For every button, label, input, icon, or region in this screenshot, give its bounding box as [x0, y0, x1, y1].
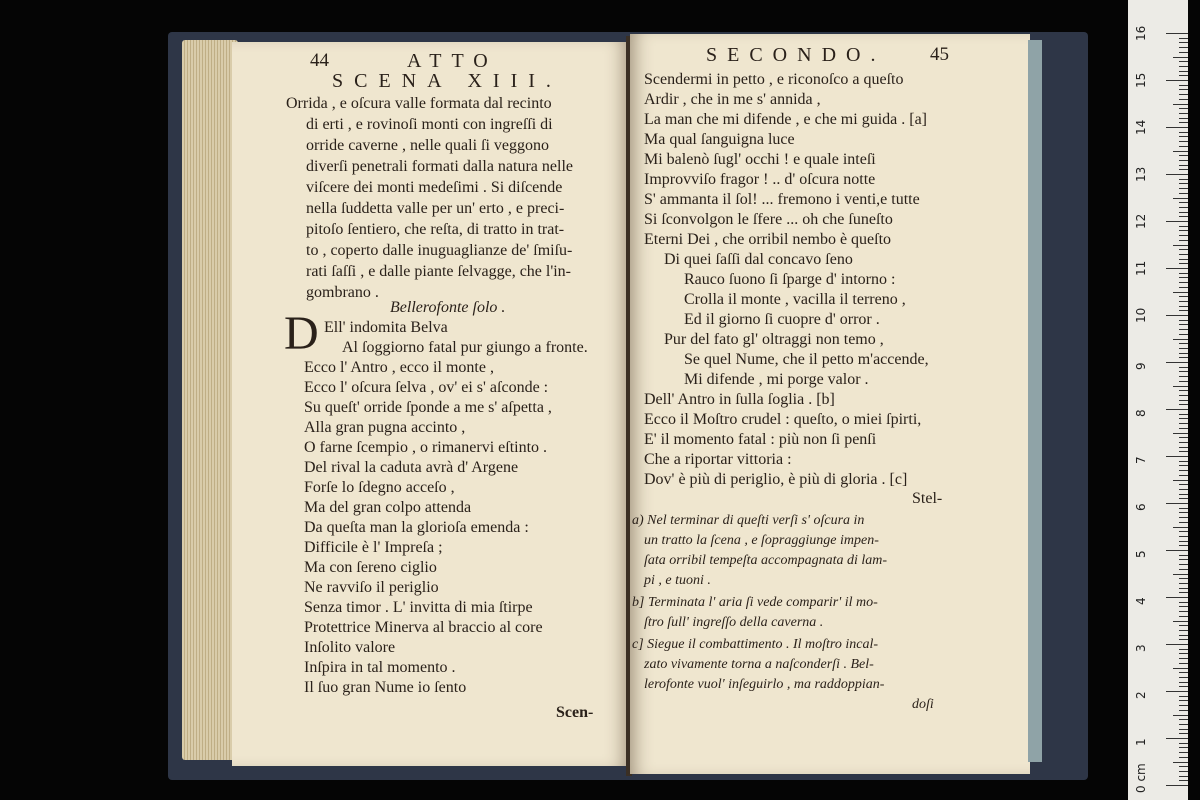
- ruler-tick: [1179, 743, 1188, 744]
- ruler-tick: [1179, 404, 1188, 405]
- ruler-tick: [1179, 193, 1188, 194]
- ruler-tick: [1179, 273, 1188, 274]
- page-edge-right: [1028, 40, 1042, 762]
- verse-line: Su queſt' orride ſponde a me s' aſpetta ,: [304, 399, 552, 416]
- verse-line: E' il momento fatal : più non ſi penſi: [644, 431, 877, 448]
- ruler-tick: [1179, 122, 1188, 123]
- verse-line: Si ſconvolgon le ſfere ... oh che ſuneſto: [644, 211, 893, 228]
- verse-line: Dov' è più di periglio, è più di gloria . [c]: [644, 471, 908, 488]
- ruler-tick: [1179, 423, 1188, 424]
- ruler-tick: [1179, 710, 1188, 711]
- ruler-number: 10: [1134, 307, 1148, 323]
- verse-line: La man che mi difende , e che mi guida . [a]: [644, 111, 927, 128]
- ruler-tick: [1179, 202, 1188, 203]
- verse-line: Se quel Nume, che il petto m'accende,: [684, 351, 929, 368]
- footnote-line: ſata orribil tempeſta accompagnata di lam-: [644, 553, 888, 568]
- ruler-tick: [1179, 465, 1188, 466]
- verse-line: Senza timor . L' invitta di mia ſtirpe: [304, 599, 533, 616]
- footnote-line: pi , e tuoni .: [644, 573, 711, 588]
- running-head: SECONDO.: [706, 44, 886, 66]
- ruler-tick: [1179, 588, 1188, 589]
- verse-line: Ecco il Moſtro crudel : queſto, o miei ſpirti,: [644, 411, 922, 428]
- footnote-line: ſtro ſull' ingreſſo della caverna .: [644, 615, 824, 630]
- ruler-tick: [1179, 658, 1188, 659]
- ruler-number: 16: [1134, 25, 1148, 41]
- verse-line: Ne ravviſo il periglio: [304, 579, 439, 596]
- ruler-tick: [1179, 47, 1188, 48]
- ruler-tick: [1179, 390, 1188, 391]
- ruler-tick: [1173, 574, 1188, 575]
- description-line: di erti , e rovinoſi monti con ingreſſi di: [306, 116, 553, 133]
- ruler-tick: [1179, 733, 1188, 734]
- ruler-number: 7: [1134, 456, 1148, 464]
- ruler-tick: [1179, 602, 1188, 603]
- ruler-tick: [1179, 230, 1188, 231]
- ruler-tick: [1179, 179, 1188, 180]
- ruler-tick: [1179, 240, 1188, 241]
- measurement-ruler: [1128, 0, 1188, 800]
- description-line: gombrano .: [306, 284, 379, 301]
- verse-line: Del rival la caduta avrà d' Argene: [304, 459, 519, 476]
- ruler-tick: [1179, 578, 1188, 579]
- ruler-tick: [1179, 583, 1188, 584]
- verse-line: Da queſta man la glorioſa emenda :: [304, 519, 529, 536]
- left-page: [232, 42, 628, 766]
- description-line: nella ſuddetta valle per un' erto , e preci-: [306, 200, 565, 217]
- ruler-tick: [1173, 151, 1188, 152]
- verse-line: Che a riportar vittoria :: [644, 451, 792, 468]
- ruler-tick: [1179, 320, 1188, 321]
- ruler-tick: [1179, 649, 1188, 650]
- ruler-tick: [1166, 33, 1188, 34]
- ruler-tick: [1179, 606, 1188, 607]
- ruler-tick: [1179, 564, 1188, 565]
- footnote-line: b] Terminata l' aria ſi vede comparir' il mo-: [632, 595, 878, 610]
- ruler-tick: [1179, 263, 1188, 264]
- speaker-label: Bellerofonte ſolo .: [390, 299, 506, 316]
- ruler-tick: [1166, 315, 1188, 316]
- ruler-tick: [1179, 536, 1188, 537]
- description-line: pitoſo ſentiero, che reſta, di tratto in trat-: [306, 221, 565, 238]
- description-line: viſcere dei monti medeſimi . Si diſcende: [306, 179, 563, 196]
- ruler-tick: [1179, 522, 1188, 523]
- ruler-number: 0 cm: [1134, 763, 1148, 793]
- verse-line: Di quei ſaſſi dal concavo ſeno: [664, 251, 853, 268]
- ruler-tick: [1179, 484, 1188, 485]
- verse-line: Ma con ſereno ciglio: [304, 559, 437, 576]
- description-line: diverſi penetrali formati dalla natura nelle: [306, 158, 573, 175]
- ruler-tick: [1179, 301, 1188, 302]
- verse-line: Mi balenò ſugl' occhi ! e quale inteſi: [644, 151, 876, 168]
- ruler-tick: [1179, 310, 1188, 311]
- ruler-tick: [1179, 752, 1188, 753]
- ruler-tick: [1173, 339, 1188, 340]
- ruler-tick: [1166, 503, 1188, 504]
- ruler-tick: [1179, 729, 1188, 730]
- verse-line: Rauco ſuono ſi ſparge d' intorno :: [684, 271, 896, 288]
- ruler-tick: [1179, 357, 1188, 358]
- ruler-tick: [1179, 52, 1188, 53]
- ruler-tick: [1179, 235, 1188, 236]
- ruler-tick: [1179, 99, 1188, 100]
- ruler-tick: [1179, 132, 1188, 133]
- ruler-tick: [1179, 348, 1188, 349]
- ruler-tick: [1166, 456, 1188, 457]
- ruler-tick: [1179, 663, 1188, 664]
- ruler-tick: [1179, 38, 1188, 39]
- ruler-number: 14: [1134, 119, 1148, 135]
- ruler-tick: [1179, 494, 1188, 495]
- ruler-tick: [1179, 545, 1188, 546]
- ruler-tick: [1179, 165, 1188, 166]
- ruler-tick: [1173, 668, 1188, 669]
- ruler-tick: [1179, 686, 1188, 687]
- ruler-tick: [1179, 207, 1188, 208]
- ruler-tick: [1179, 569, 1188, 570]
- ruler-tick: [1179, 780, 1188, 781]
- ruler-tick: [1166, 221, 1188, 222]
- ruler-tick: [1179, 437, 1188, 438]
- ruler-tick: [1179, 625, 1188, 626]
- ruler-number: 6: [1134, 503, 1148, 511]
- ruler-tick: [1179, 677, 1188, 678]
- page-edges: [182, 40, 238, 760]
- ruler-tick: [1173, 57, 1188, 58]
- ruler-number: 9: [1134, 362, 1148, 370]
- ruler-number: 8: [1134, 409, 1148, 417]
- ruler-tick: [1166, 785, 1188, 786]
- ruler-tick: [1173, 245, 1188, 246]
- ruler-tick: [1179, 635, 1188, 636]
- verse-line: Difficile è l' Impreſa ;: [304, 539, 443, 556]
- ruler-tick: [1179, 75, 1188, 76]
- ruler-tick: [1179, 559, 1188, 560]
- ruler-tick: [1166, 550, 1188, 551]
- ruler-tick: [1179, 517, 1188, 518]
- ruler-tick: [1179, 367, 1188, 368]
- verse-line: S' ammanta il ſol! ... fremono i venti,e tutte: [644, 191, 920, 208]
- ruler-tick: [1179, 498, 1188, 499]
- ruler-tick: [1179, 541, 1188, 542]
- ruler-number: 11: [1134, 260, 1148, 276]
- ruler-tick: [1166, 738, 1188, 739]
- ruler-tick: [1179, 442, 1188, 443]
- ruler-tick: [1179, 136, 1188, 137]
- ruler-tick: [1179, 766, 1188, 767]
- ruler-tick: [1179, 89, 1188, 90]
- ruler-tick: [1179, 682, 1188, 683]
- running-head: ATTO: [407, 50, 498, 72]
- ruler-tick: [1179, 747, 1188, 748]
- ruler-tick: [1166, 691, 1188, 692]
- ruler-tick: [1179, 447, 1188, 448]
- ruler-tick: [1179, 414, 1188, 415]
- ruler-tick: [1179, 226, 1188, 227]
- verse-line: Dell' Antro in ſulla ſoglia . [b]: [644, 391, 835, 408]
- ruler-tick: [1179, 531, 1188, 532]
- description-line: Orrida , e oſcura valle formata dal recinto: [286, 95, 552, 112]
- ruler-tick: [1179, 249, 1188, 250]
- ruler-tick: [1173, 104, 1188, 105]
- ruler-tick: [1179, 324, 1188, 325]
- description-line: to , coperto dalle inuguaglianze de' ſmiſu-: [306, 242, 573, 259]
- ruler-tick: [1179, 329, 1188, 330]
- ruler-tick: [1179, 108, 1188, 109]
- ruler-tick: [1179, 188, 1188, 189]
- ruler-tick: [1179, 696, 1188, 697]
- ruler-tick: [1179, 282, 1188, 283]
- ruler-tick: [1179, 489, 1188, 490]
- catchword: Scen-: [556, 704, 594, 721]
- ruler-tick: [1173, 386, 1188, 387]
- ruler-number: 13: [1134, 166, 1148, 182]
- ruler-tick: [1179, 705, 1188, 706]
- ruler-tick: [1179, 616, 1188, 617]
- verse-line: Improvviſo fragor ! .. d' oſcura notte: [644, 171, 876, 188]
- ruler-tick: [1179, 296, 1188, 297]
- ruler-number: 12: [1134, 213, 1148, 229]
- verse-line: Eterni Dei , che orribil nembo è queſto: [644, 231, 892, 248]
- ruler-number: 15: [1134, 72, 1148, 88]
- ruler-tick: [1179, 42, 1188, 43]
- footnote-line: lerofonte vuol' inſeguirlo , ma raddoppian-: [644, 677, 885, 692]
- verse-line: Inſpira in tal momento .: [304, 659, 456, 676]
- ruler-tick: [1179, 155, 1188, 156]
- ruler-tick: [1179, 259, 1188, 260]
- ruler-tick: [1179, 470, 1188, 471]
- ruler-tick: [1179, 639, 1188, 640]
- ruler-tick: [1179, 512, 1188, 513]
- ruler-tick: [1179, 85, 1188, 86]
- ruler-tick: [1179, 776, 1188, 777]
- ruler-tick: [1173, 715, 1188, 716]
- ruler-tick: [1173, 621, 1188, 622]
- ruler-tick: [1179, 94, 1188, 95]
- verse-line: Ecco l' Antro , ecco il monte ,: [304, 359, 494, 376]
- ruler-tick: [1179, 376, 1188, 377]
- ruler-tick: [1179, 592, 1188, 593]
- verse-line: Forſe lo ſdegno acceſo ,: [304, 479, 455, 496]
- ruler-tick: [1179, 146, 1188, 147]
- footnote-line: a) Nel terminar di queſti verſi s' oſcura in: [632, 513, 865, 528]
- verse-line: Alla gran pugna accinto ,: [304, 419, 466, 436]
- verse-line: Crolla il monte , vacilla il terreno ,: [684, 291, 906, 308]
- ruler-tick: [1179, 451, 1188, 452]
- ruler-tick: [1179, 508, 1188, 509]
- ruler-number: 5: [1134, 550, 1148, 558]
- ruler-tick: [1179, 334, 1188, 335]
- ruler-tick: [1179, 287, 1188, 288]
- ruler-tick: [1179, 160, 1188, 161]
- ruler-tick: [1173, 433, 1188, 434]
- catchword: Stel-: [912, 490, 943, 507]
- verse-line: Protettrice Minerva al braccio al core: [304, 619, 543, 636]
- scene-heading: SCENA XIII.: [332, 70, 562, 92]
- ruler-tick: [1179, 724, 1188, 725]
- description-line: orride caverne , nelle quali ſi veggono: [306, 137, 550, 154]
- ruler-tick: [1179, 395, 1188, 396]
- footnote-line: doſi: [912, 697, 934, 712]
- ruler-tick: [1173, 198, 1188, 199]
- ruler-tick: [1179, 71, 1188, 72]
- ruler-tick: [1173, 480, 1188, 481]
- ruler-tick: [1179, 418, 1188, 419]
- ruler-tick: [1166, 362, 1188, 363]
- ruler-tick: [1166, 80, 1188, 81]
- ruler-tick: [1179, 653, 1188, 654]
- drop-cap: D: [284, 307, 319, 360]
- verse-line: Pur del fato gl' oltraggi non temo ,: [664, 331, 884, 348]
- ruler-tick: [1166, 409, 1188, 410]
- ruler-tick: [1179, 169, 1188, 170]
- ruler-tick: [1179, 428, 1188, 429]
- ruler-tick: [1179, 61, 1188, 62]
- ruler-tick: [1166, 644, 1188, 645]
- ruler-tick: [1179, 353, 1188, 354]
- ruler-tick: [1179, 141, 1188, 142]
- right-page: [630, 34, 1030, 774]
- ruler-number: 4: [1134, 597, 1148, 605]
- ruler-tick: [1179, 381, 1188, 382]
- verse-line: Ma del gran colpo attenda: [304, 499, 472, 516]
- footnote-line: zato vivamente torna a naſconderſi . Bel-: [644, 657, 874, 672]
- ruler-tick: [1179, 400, 1188, 401]
- ruler-number: 2: [1134, 691, 1148, 699]
- ruler-tick: [1166, 174, 1188, 175]
- verse-line: Ma qual ſanguigna luce: [644, 131, 795, 148]
- verse-line: Scendermi in petto , e riconoſco a queſto: [644, 71, 904, 88]
- description-line: rati ſaſſi , e dalle piante ſelvagge, che l'in-: [306, 263, 571, 280]
- ruler-tick: [1179, 475, 1188, 476]
- ruler-tick: [1179, 630, 1188, 631]
- verse-line: Il ſuo gran Nume io ſento: [304, 679, 467, 696]
- ruler-tick: [1179, 183, 1188, 184]
- ruler-tick: [1179, 719, 1188, 720]
- ruler-tick: [1166, 597, 1188, 598]
- ruler-tick: [1179, 113, 1188, 114]
- ruler-number: 3: [1134, 644, 1148, 652]
- verse-line: Inſolito valore: [304, 639, 396, 656]
- ruler-tick: [1179, 306, 1188, 307]
- ruler-number: 1: [1134, 738, 1148, 746]
- ruler-tick: [1179, 212, 1188, 213]
- verse-line: Ell' indomita Belva: [324, 319, 448, 336]
- ruler-tick: [1179, 611, 1188, 612]
- ruler-tick: [1179, 771, 1188, 772]
- ruler-tick: [1179, 700, 1188, 701]
- ruler-tick: [1179, 371, 1188, 372]
- ruler-tick: [1179, 672, 1188, 673]
- ruler-tick: [1179, 216, 1188, 217]
- ruler-tick: [1166, 127, 1188, 128]
- ruler-tick: [1179, 757, 1188, 758]
- verse-line: Ed il giorno ſi cuopre d' orror .: [684, 311, 880, 328]
- verse-line: Mi difende , mi porge valor .: [684, 371, 869, 388]
- verse-line: Al ſoggiorno fatal pur giungo a fronte.: [342, 339, 588, 356]
- footnote-line: c] Siegue il combattimento . Il moſtro incal-: [632, 637, 878, 652]
- ruler-tick: [1173, 762, 1188, 763]
- footnote-line: un tratto la ſcena , e ſopraggiunge impen-: [644, 533, 879, 548]
- ruler-tick: [1179, 277, 1188, 278]
- ruler-tick: [1179, 254, 1188, 255]
- ruler-tick: [1173, 292, 1188, 293]
- page-number: 44: [310, 50, 329, 71]
- page-number: 45: [930, 44, 949, 65]
- verse-line: Ardir , che in me s' annida ,: [644, 91, 821, 108]
- verse-line: Ecco l' oſcura ſelva , ov' ei s' aſconde :: [304, 379, 549, 396]
- ruler-tick: [1179, 461, 1188, 462]
- ruler-tick: [1179, 343, 1188, 344]
- ruler-tick: [1166, 268, 1188, 269]
- ruler-tick: [1179, 118, 1188, 119]
- ruler-tick: [1179, 555, 1188, 556]
- ruler-tick: [1173, 527, 1188, 528]
- ruler-tick: [1179, 66, 1188, 67]
- verse-line: O farne ſcempio , o rimanervi eſtinto .: [304, 439, 548, 456]
